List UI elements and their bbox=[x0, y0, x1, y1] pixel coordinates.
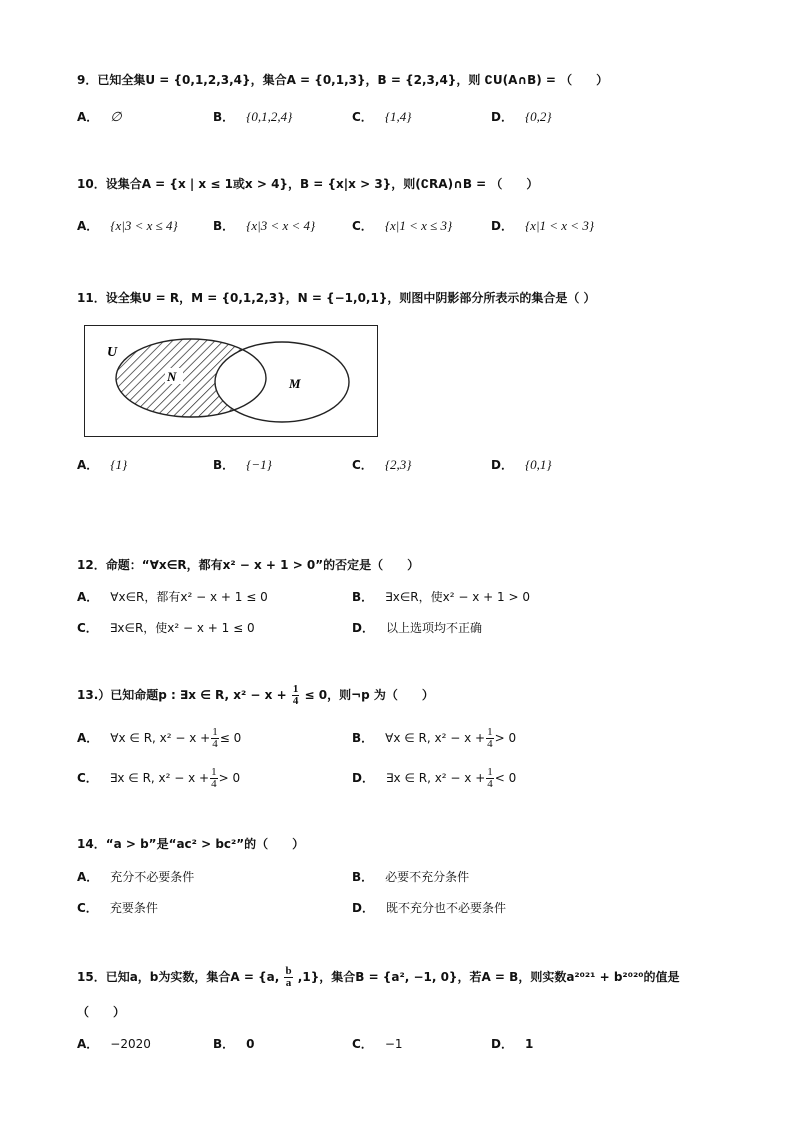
q15-option-d[interactable]: D． 1 bbox=[491, 1037, 534, 1051]
q15-option-b[interactable]: B． 0 bbox=[213, 1037, 255, 1051]
venn-diagram bbox=[84, 325, 378, 437]
set-m-label: M bbox=[289, 376, 301, 391]
q14-option-d[interactable]: D． 既不充分也不必要条件 bbox=[352, 901, 506, 915]
universe-label: U bbox=[107, 345, 118, 360]
q12-option-a[interactable]: A． ∀x∈R，都有x² − x + 1 ≤ 0 bbox=[77, 590, 268, 604]
q10-option-b[interactable]: B． {x|3 < x < 4} bbox=[213, 218, 316, 233]
q15-option-c[interactable]: C． −1 bbox=[352, 1037, 403, 1051]
question-13-stem: 13.）已知命题p : ∃x ∈ R, x² − x + $\frac{1}{4}$ ≤ 0，则¬p 为（ ） bbox=[77, 683, 434, 707]
question-14-stem: 14．“a > b”是“ac² > bc²”的（ ） bbox=[77, 837, 305, 851]
q12-option-b[interactable]: B． ∃x∈R，使x² − x + 1 > 0 bbox=[352, 590, 530, 604]
fraction: $\frac{1}{4}$ bbox=[211, 766, 217, 790]
q9-option-a[interactable]: A． ∅ bbox=[77, 109, 122, 124]
fraction: $\frac{b}{a}$ bbox=[285, 965, 292, 989]
q13-option-d[interactable]: D． ∃x ∈ R, x² − x + $\frac{1}{4}$ < 0 bbox=[352, 766, 517, 790]
q14-option-c[interactable]: C． 充要条件 bbox=[77, 901, 158, 915]
fraction: $\frac{1}{4}$ bbox=[292, 683, 299, 707]
set-n-label: N bbox=[167, 369, 177, 384]
question-10-stem: 10．设集合A = {x | x ≤ 1或x > 4}，B = {x|x > 3}，则(∁RA)∩B = （ ） bbox=[77, 177, 539, 191]
q11-option-d[interactable]: D． {0,1} bbox=[491, 457, 552, 472]
q10-option-c[interactable]: C． {x|1 < x ≤ 3} bbox=[352, 218, 453, 233]
q12-option-d[interactable]: D． 以上选项均不正确 bbox=[352, 621, 482, 635]
q14-option-b[interactable]: B． 必要不充分条件 bbox=[352, 870, 470, 884]
q9-option-d[interactable]: D． {0,2} bbox=[491, 109, 552, 124]
question-9-stem: 9．已知全集U = {0,1,2,3,4}，集合A = {0,1,3}，B = {2,3,4}，则 ∁U(A∩B) = （ ） bbox=[77, 73, 609, 87]
q14-option-a[interactable]: A． 充分不必要条件 bbox=[77, 870, 195, 884]
q15-option-a[interactable]: A． −2020 bbox=[77, 1037, 151, 1051]
question-15-stem: 15．已知a，b为实数，集合A = {a, $\frac{b}{a}$ ,1}，集合B = {a², −1, 0}，若A = B，则实数a²⁰²¹ + b²⁰²⁰的值是 bbox=[77, 965, 680, 989]
fraction: $\frac{1}{4}$ bbox=[487, 766, 493, 790]
q12-option-c[interactable]: C． ∃x∈R，使x² − x + 1 ≤ 0 bbox=[77, 621, 255, 635]
q11-option-b[interactable]: B． {−1} bbox=[213, 457, 272, 472]
q13-option-c[interactable]: C． ∃x ∈ R, x² − x + $\frac{1}{4}$ > 0 bbox=[77, 766, 241, 790]
question-15-stem-line2: （ ） bbox=[77, 1005, 126, 1019]
question-12-stem: 12．命题：“∀x∈R，都有x² − x + 1 > 0”的否定是（ ） bbox=[77, 558, 420, 572]
q11-option-c[interactable]: C． {2,3} bbox=[352, 457, 412, 472]
q13-option-b[interactable]: B． ∀x ∈ R, x² − x + $\frac{1}{4}$ > 0 bbox=[352, 726, 517, 750]
q13-option-a[interactable]: A． ∀x ∈ R, x² − x + $\frac{1}{4}$ ≤ 0 bbox=[77, 726, 242, 750]
fraction: $\frac{1}{4}$ bbox=[212, 726, 218, 750]
fraction: $\frac{1}{4}$ bbox=[487, 726, 493, 750]
venn-svg bbox=[85, 326, 379, 438]
q9-option-c[interactable]: C． {1,4} bbox=[352, 109, 412, 124]
q11-option-a[interactable]: A． {1} bbox=[77, 457, 128, 472]
question-11-stem: 11．设全集U = R，M = {0,1,2,3}，N = {−1,0,1}，则图中阴影部分所表示的集合是（ ） bbox=[77, 291, 596, 305]
q10-option-a[interactable]: A． {x|3 < x ≤ 4} bbox=[77, 218, 178, 233]
q9-option-b[interactable]: B． {0,1,2,4} bbox=[213, 109, 293, 124]
q10-option-d[interactable]: D． {x|1 < x < 3} bbox=[491, 218, 595, 233]
